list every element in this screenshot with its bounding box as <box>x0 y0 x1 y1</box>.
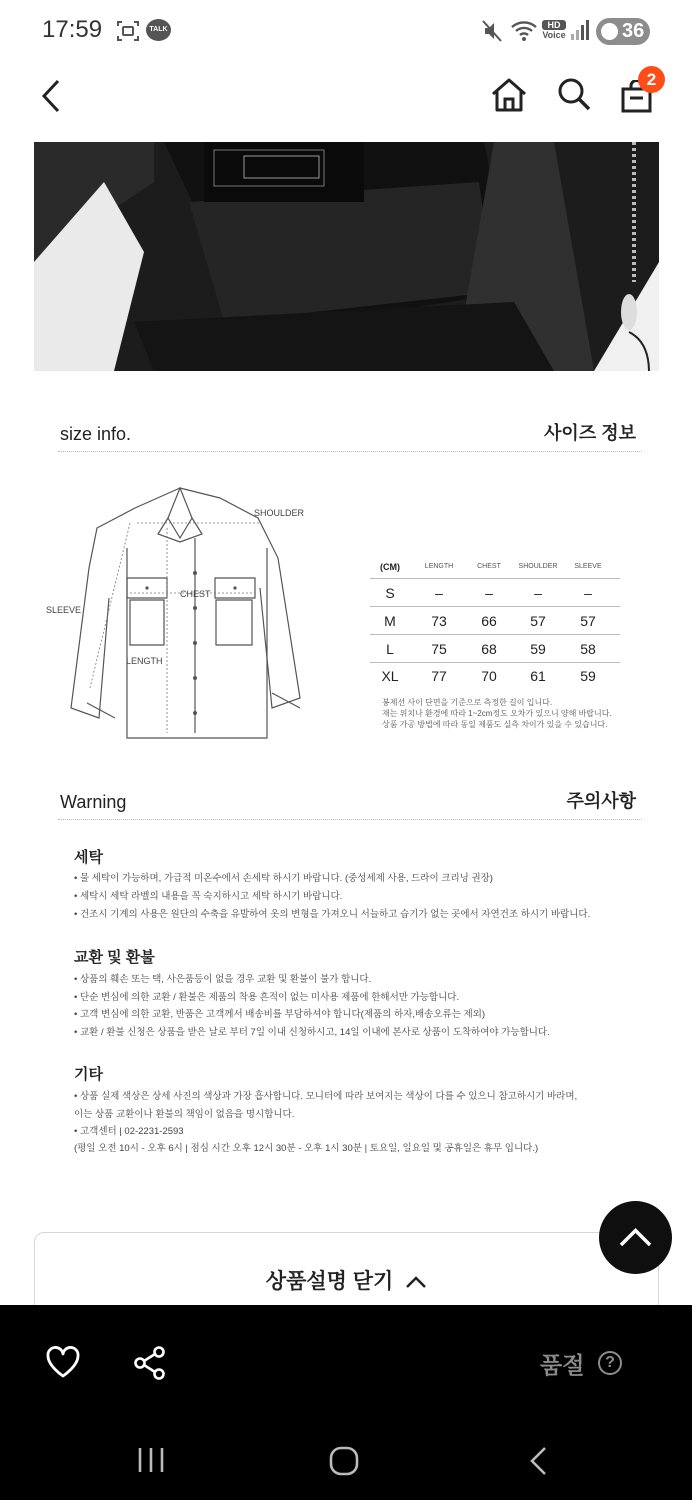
status-bar <box>0 0 692 62</box>
size-cell: 70 <box>481 668 497 684</box>
size-table-header: LENGTH <box>424 563 454 570</box>
warning-line: • 교환 / 환불 신청은 상품을 받은 날로 부터 7일 이내 신청하시고, 14일 이내에 본사로 상품이 도착하여야 가능합니다. <box>74 1027 550 1038</box>
back-nav-icon[interactable] <box>526 1445 550 1477</box>
product-detail-photo <box>34 142 659 371</box>
scroll-to-top-button[interactable] <box>599 1201 672 1274</box>
chevron-up-icon <box>599 1201 672 1274</box>
diagram-label-sleeve: SLEEVE <box>46 605 82 615</box>
size-info-heading <box>58 422 642 452</box>
warning-line: • 상품의 훼손 또는 택, 사은품등이 없을 경우 교환 및 환불이 불가 합니다. <box>74 974 372 985</box>
heart-icon[interactable] <box>45 1345 81 1379</box>
warning-line: • 물 세탁이 가능하며, 가급적 미온수에서 손세탁 하시기 바랍니다. (중성세제 사용, 드라이 크리닝 권장) <box>74 873 493 884</box>
size-table-rule <box>370 662 620 663</box>
size-cell: – <box>485 585 493 601</box>
close-description-label: 상품설명 닫기 <box>35 1265 658 1295</box>
diagram-label-chest: CHEST <box>180 589 211 599</box>
warning-title-en: Warning <box>60 792 127 812</box>
size-info-title-ko: 사이즈 정보 <box>544 423 636 443</box>
size-table-header: CHEST <box>477 563 501 570</box>
size-label-m: M <box>384 613 396 629</box>
size-table-rule <box>370 634 620 635</box>
back-icon[interactable] <box>38 78 64 114</box>
size-note-line: 상품 가공 방법에 따라 동일 제품도 실측 차이가 있을 수 있습니다. <box>382 720 608 729</box>
size-table-rule <box>370 606 620 607</box>
jacket-size-diagram <box>40 478 340 748</box>
size-cell: 75 <box>431 641 447 657</box>
warning-line: • 단순 변심에 의한 교환 / 환불은 제품의 착용 흔적이 없는 미사용 제품에 한해서만 가능합니다. <box>74 992 460 1003</box>
diagram-label-shoulder: SHOULDER <box>254 508 305 518</box>
talk-icon: TALK <box>146 19 171 41</box>
mute-icon <box>481 18 503 44</box>
diagram-label-length: LENGTH <box>126 656 163 666</box>
size-cell: – <box>435 585 443 601</box>
size-cell: – <box>584 585 592 601</box>
cart-count-badge: 2 <box>638 66 665 93</box>
size-notes <box>382 697 642 730</box>
chevron-up-icon <box>405 1274 427 1290</box>
bottom-action-bar <box>0 1305 692 1500</box>
close-description-button[interactable] <box>34 1232 659 1312</box>
share-icon[interactable] <box>132 1345 168 1381</box>
top-navigation <box>0 62 692 132</box>
warning-section-title: 세탁 <box>74 849 103 866</box>
warning-section-title: 기타 <box>74 1066 103 1083</box>
warning-line: • 고객센터 | 02-2231-2593 <box>74 1126 184 1137</box>
warning-title-ko: 주의사항 <box>566 791 636 811</box>
hd-voice-icon: HD Voice <box>542 20 566 40</box>
status-time: 17:59 <box>42 16 103 43</box>
size-table-rule <box>370 578 620 579</box>
size-cell: 73 <box>431 613 447 629</box>
help-icon[interactable]: ? <box>598 1351 622 1375</box>
jacket-lining-image <box>34 142 659 371</box>
soldout-label: 품절 <box>540 1352 585 1378</box>
warning-heading <box>58 790 642 820</box>
warning-line: • 세탁시 세탁 라벨의 내용을 꼭 숙지하시고 세탁 하시기 바랍니다. <box>74 891 343 902</box>
size-cell: – <box>534 585 542 601</box>
size-label-s: S <box>385 585 395 601</box>
warning-line: • 고객 변심에 의한 교환, 반품은 고객께서 배송비를 부담하셔야 합니다(제품의 하자,배송오류는 제외) <box>74 1009 486 1020</box>
warning-line: • 건조시 기계의 사용은 원단의 수축을 유발하여 옷의 변형을 가져오니 서늘하고 습기가 없는 곳에서 자연건조 하시기 바랍니다. <box>74 909 591 920</box>
size-note-line: 봉제선 사이 단면을 기준으로 측정한 길이 입니다. <box>382 698 553 707</box>
size-cell: 59 <box>530 641 546 657</box>
battery-indicator: 36 <box>596 18 650 45</box>
size-info-title-en: size info. <box>60 424 132 444</box>
size-cell: 77 <box>431 668 447 684</box>
warning-line: • 상품 실제 색상은 상세 사진의 색상과 가장 흡사합니다. 모니터에 따라 보여지는 색상이 다를 수 있으니 참고하시기 바라며, <box>74 1091 578 1102</box>
size-cell: 66 <box>481 613 497 629</box>
battery-leaf-icon <box>601 23 618 40</box>
signal-icon <box>570 19 590 41</box>
size-note-line: 재는 위치나 환경에 따라 1~2cm정도 오차가 있으니 양해 바랍니다. <box>382 709 612 718</box>
home-icon[interactable] <box>490 76 528 114</box>
home-nav-icon[interactable] <box>328 1445 360 1477</box>
size-cell: 57 <box>530 613 546 629</box>
search-icon[interactable] <box>556 76 592 114</box>
size-cell: 57 <box>580 613 596 629</box>
size-table-unit: (CM) <box>380 562 400 572</box>
recent-apps-icon[interactable] <box>137 1445 165 1475</box>
warning-line: (평일 오전 10시 - 오후 6시 | 점심 시간 오후 12시 30분 - 오후 1시 30분 | 토요일, 일요일 및 공휴일은 휴무 입니다.) <box>74 1143 539 1154</box>
wifi-icon <box>510 19 540 43</box>
size-table-header: SHOULDER <box>518 563 558 570</box>
warning-section-title: 교환 및 환불 <box>74 949 155 966</box>
size-table-header: SLEEVE <box>574 563 602 570</box>
size-label-l: L <box>386 641 394 657</box>
size-cell: 61 <box>530 668 546 684</box>
size-label-xl: XL <box>381 668 399 684</box>
size-cell: 58 <box>580 641 596 657</box>
size-cell: 59 <box>580 668 596 684</box>
warning-line: 이는 상품 교환이나 환불의 책임이 없음을 명시합니다. <box>74 1109 295 1120</box>
size-cell: 68 <box>481 641 497 657</box>
screenshot-icon <box>116 19 140 43</box>
